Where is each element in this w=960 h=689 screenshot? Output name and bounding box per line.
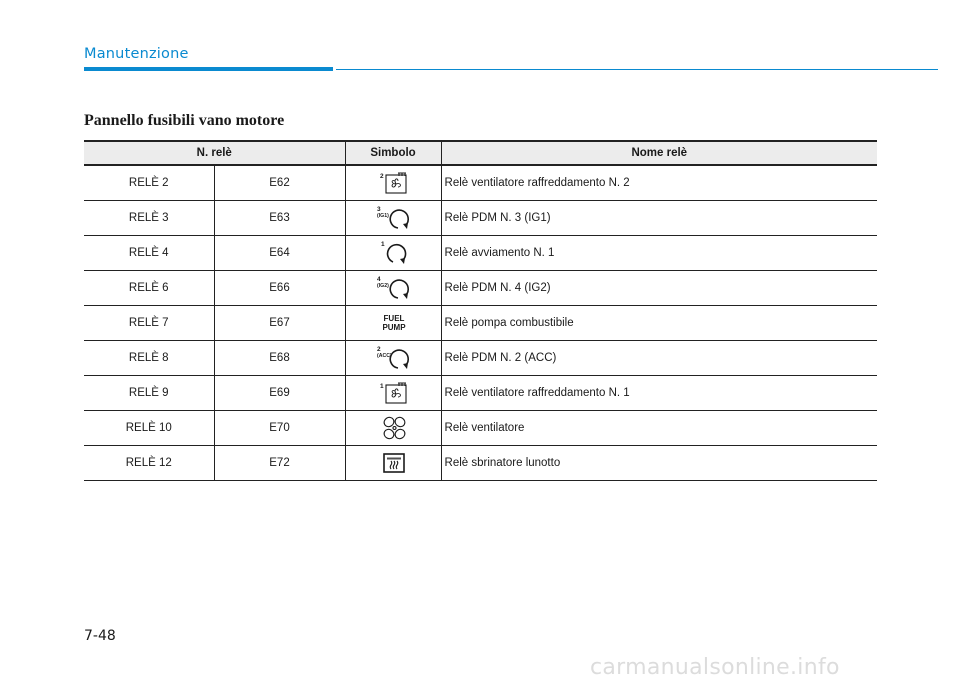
relay-symbol-cell [345, 411, 441, 446]
blower-fan-icon [346, 411, 442, 445]
table-row [84, 411, 877, 446]
pdm-relay-icon [346, 201, 442, 235]
page-number: 7-48 [84, 628, 116, 644]
section-title: Manutenzione [84, 46, 189, 62]
svg-text:3: 3 [376, 206, 381, 213]
relay-number-cell: RELÈ 10 [84, 411, 214, 446]
relay-name-cell: Relè PDM N. 4 (IG2) [441, 271, 877, 306]
table-row [84, 306, 877, 341]
relay-symbol-cell [345, 271, 441, 306]
relay-number-cell: RELÈ 9 [84, 376, 214, 411]
relay-code-cell: E63 [214, 201, 345, 236]
header-rule-thin [336, 69, 938, 70]
relay-table [84, 140, 877, 481]
pdm-relay-icon [346, 271, 442, 305]
svg-text:2: 2 [376, 346, 381, 353]
table-row [84, 201, 877, 236]
relay-name-cell: Relè sbrinatore lunotto [441, 446, 877, 481]
relay-name-cell: Relè avviamento N. 1 [441, 236, 877, 271]
table-row [84, 236, 877, 271]
svg-text:(IG1): (IG1) [376, 213, 389, 219]
table-row [84, 341, 877, 376]
relay-symbol-cell [345, 306, 441, 341]
fan-relay-icon [346, 166, 442, 200]
relay-code-cell: E62 [214, 165, 345, 201]
relay-number-cell: RELÈ 8 [84, 341, 214, 376]
relay-code-cell: E70 [214, 411, 345, 446]
relay-code-cell: E72 [214, 446, 345, 481]
svg-text:(ACC): (ACC) [376, 353, 392, 359]
relay-code-cell: E67 [214, 306, 345, 341]
relay-name-cell: Relè ventilatore [441, 411, 877, 446]
relay-code-cell: E66 [214, 271, 345, 306]
relay-name-cell: Relè pompa combustibile [441, 306, 877, 341]
relay-symbol-cell [345, 201, 441, 236]
relay-name-cell: Relè PDM N. 2 (ACC) [441, 341, 877, 376]
svg-text:FUEL: FUEL [383, 314, 404, 323]
relay-symbol-cell [345, 341, 441, 376]
relay-symbol-cell [345, 165, 441, 201]
relay-number-cell: RELÈ 2 [84, 165, 214, 201]
column-header-relay: N. relè [84, 141, 345, 165]
relay-name-cell: Relè ventilatore raffreddamento N. 1 [441, 376, 877, 411]
relay-symbol-cell [345, 376, 441, 411]
column-header-name: Nome relè [441, 141, 877, 165]
relay-name-cell: Relè PDM N. 3 (IG1) [441, 201, 877, 236]
relay-number-cell: RELÈ 3 [84, 201, 214, 236]
table-row [84, 271, 877, 306]
svg-text:1: 1 [380, 241, 385, 248]
relay-code-cell: E64 [214, 236, 345, 271]
table-row [84, 165, 877, 201]
header-rule-thick [84, 67, 333, 71]
relay-code-cell: E68 [214, 341, 345, 376]
relay-number-cell: RELÈ 12 [84, 446, 214, 481]
svg-text:4: 4 [376, 276, 381, 283]
start-relay-icon [346, 236, 442, 270]
watermark: carmanualsonline.info [590, 655, 840, 680]
column-header-symbol: Simbolo [345, 141, 441, 165]
relay-number-cell: RELÈ 4 [84, 236, 214, 271]
fuel-pump-text [346, 306, 442, 340]
svg-text:(IG2): (IG2) [376, 283, 389, 289]
svg-text:1: 1 [379, 383, 384, 390]
pdm-relay-icon [346, 341, 442, 375]
page-heading: Pannello fusibili vano motore [84, 112, 285, 129]
relay-number-cell: RELÈ 7 [84, 306, 214, 341]
relay-name-cell: Relè ventilatore raffreddamento N. 2 [441, 165, 877, 201]
table-row [84, 446, 877, 481]
relay-number-cell: RELÈ 6 [84, 271, 214, 306]
svg-text:PUMP: PUMP [381, 323, 406, 332]
table-header-row [84, 141, 877, 165]
rear-defrost-icon [346, 446, 442, 480]
fan-relay-icon [346, 376, 442, 410]
svg-text:2: 2 [379, 173, 384, 180]
relay-code-cell: E69 [214, 376, 345, 411]
table-row [84, 376, 877, 411]
relay-symbol-cell [345, 236, 441, 271]
relay-symbol-cell [345, 446, 441, 481]
